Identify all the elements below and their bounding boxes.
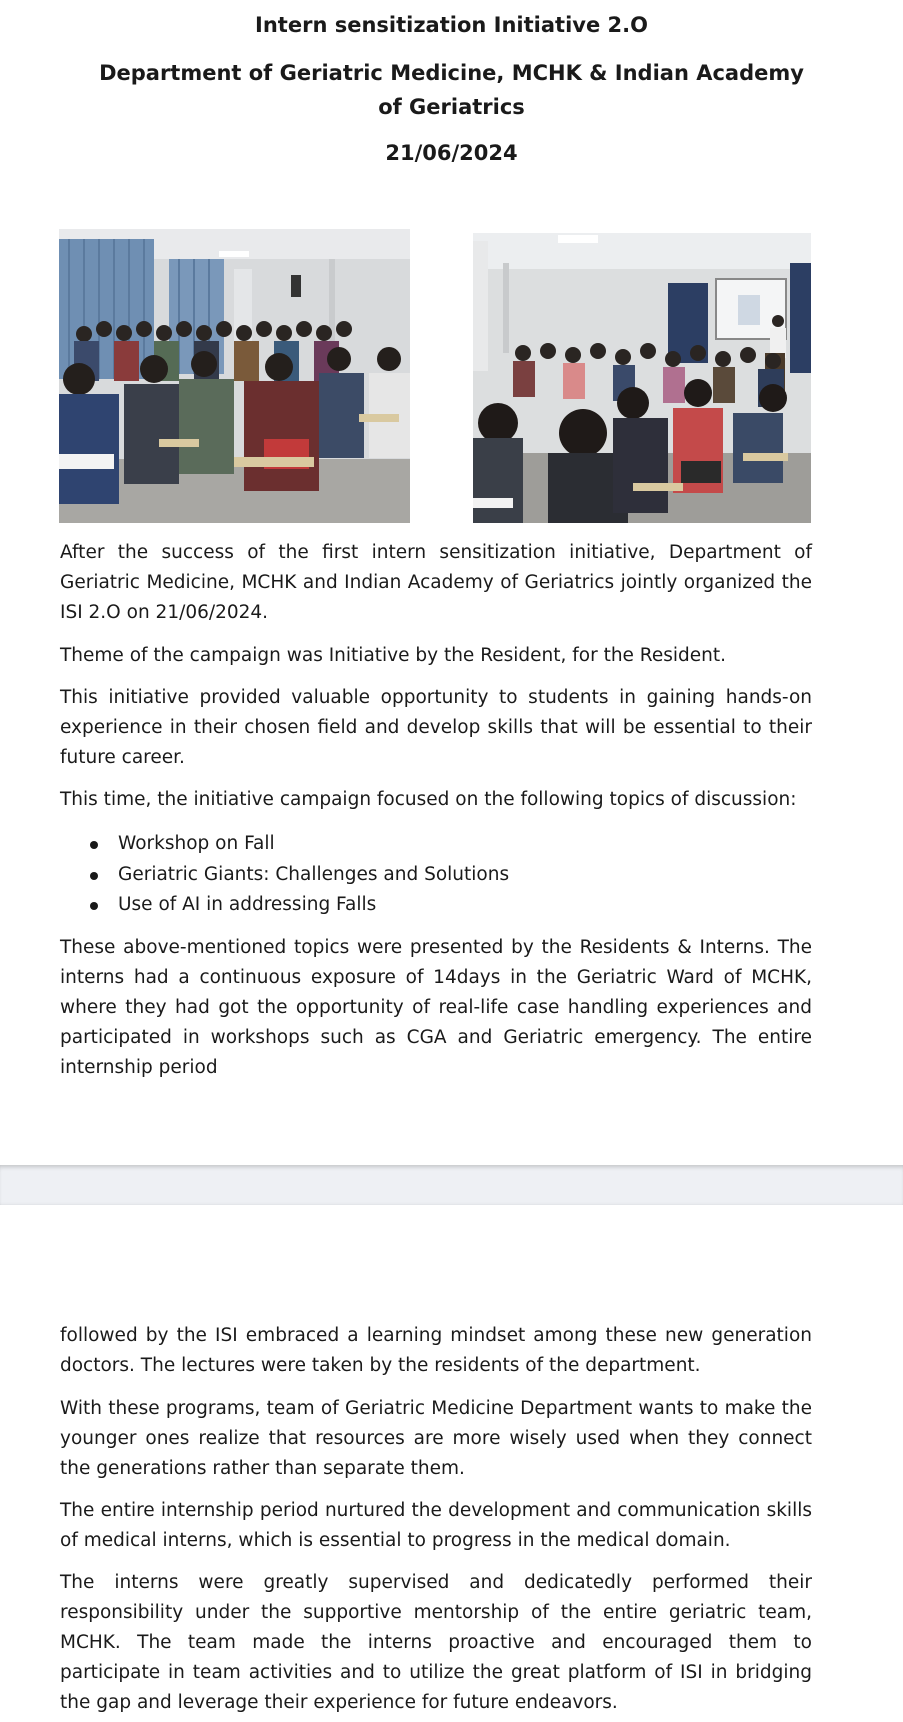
lecture-presentation-photo bbox=[473, 233, 811, 523]
continued-paragraph: followed by the ISI embraced a learning mindset among these new generation doctors. The lectures were taken by the residents of the department. bbox=[60, 1325, 812, 1376]
opportunity-paragraph: This initiative provided valuable opportunity to students in gaining hands-on experience in their chosen field and develop skills that will be essential to their future career. bbox=[60, 687, 812, 768]
bullet-icon bbox=[90, 872, 98, 880]
classroom-audience-photo bbox=[59, 229, 410, 523]
intro-paragraph: After the success of the first intern sensitization initiative, Department of Geriatric Medicine, MCHK and Indian Academy of Geriatrics jointly organized the ISI 2.O on 21/06/2024. bbox=[60, 542, 812, 623]
event-date: 21/06/2024 bbox=[385, 141, 518, 165]
bullet-icon bbox=[90, 841, 98, 849]
presented-paragraph: These above-mentioned topics were presented by the Residents & Interns. The interns had a continuous exposure of 14days in the Geriatric Ward of MCHK, where they had got the opportunity of real-life case handling experiences and participated in workshops such as CGA and Geriatric emergency. The entire internship period bbox=[60, 937, 812, 1078]
document-title: Intern sensitization Initiative 2.O bbox=[255, 13, 648, 37]
programs-paragraph: With these programs, team of Geriatric Medicine Department wants to make the younger ones realize that resources are more wisely used when they connect the generations rather than separate them. bbox=[60, 1398, 812, 1479]
department-heading: Department of Geriatric Medicine, MCHK & Indian Academy of Geriatrics bbox=[99, 61, 804, 119]
list-item: Use of AI in addressing Falls bbox=[60, 890, 812, 921]
topics-intro-paragraph: This time, the initiative campaign focused on the following topics of discussion: bbox=[60, 789, 797, 810]
theme-paragraph: Theme of the campaign was Initiative by the Resident, for the Resident. bbox=[60, 645, 726, 666]
nurtured-paragraph: The entire internship period nurtured the development and communication skills of medical interns, which is essential to progress in the medical domain. bbox=[60, 1500, 812, 1551]
topics-list bbox=[60, 829, 812, 921]
supervised-paragraph: The interns were greatly supervised and dedicatedly performed their responsibility under the supportive mentorship of the entire geriatric team, MCHK. The team made the interns proactive and encouraged them to participate in team activities and to utilize the great platform of ISI in bridging the gap and leverage their experience for future endeavors. bbox=[60, 1572, 812, 1713]
list-item: Geriatric Giants: Challenges and Solutions bbox=[60, 860, 812, 891]
bullet-icon bbox=[90, 902, 98, 910]
list-item: Workshop on Fall bbox=[60, 829, 812, 860]
page-separator bbox=[0, 1165, 903, 1205]
